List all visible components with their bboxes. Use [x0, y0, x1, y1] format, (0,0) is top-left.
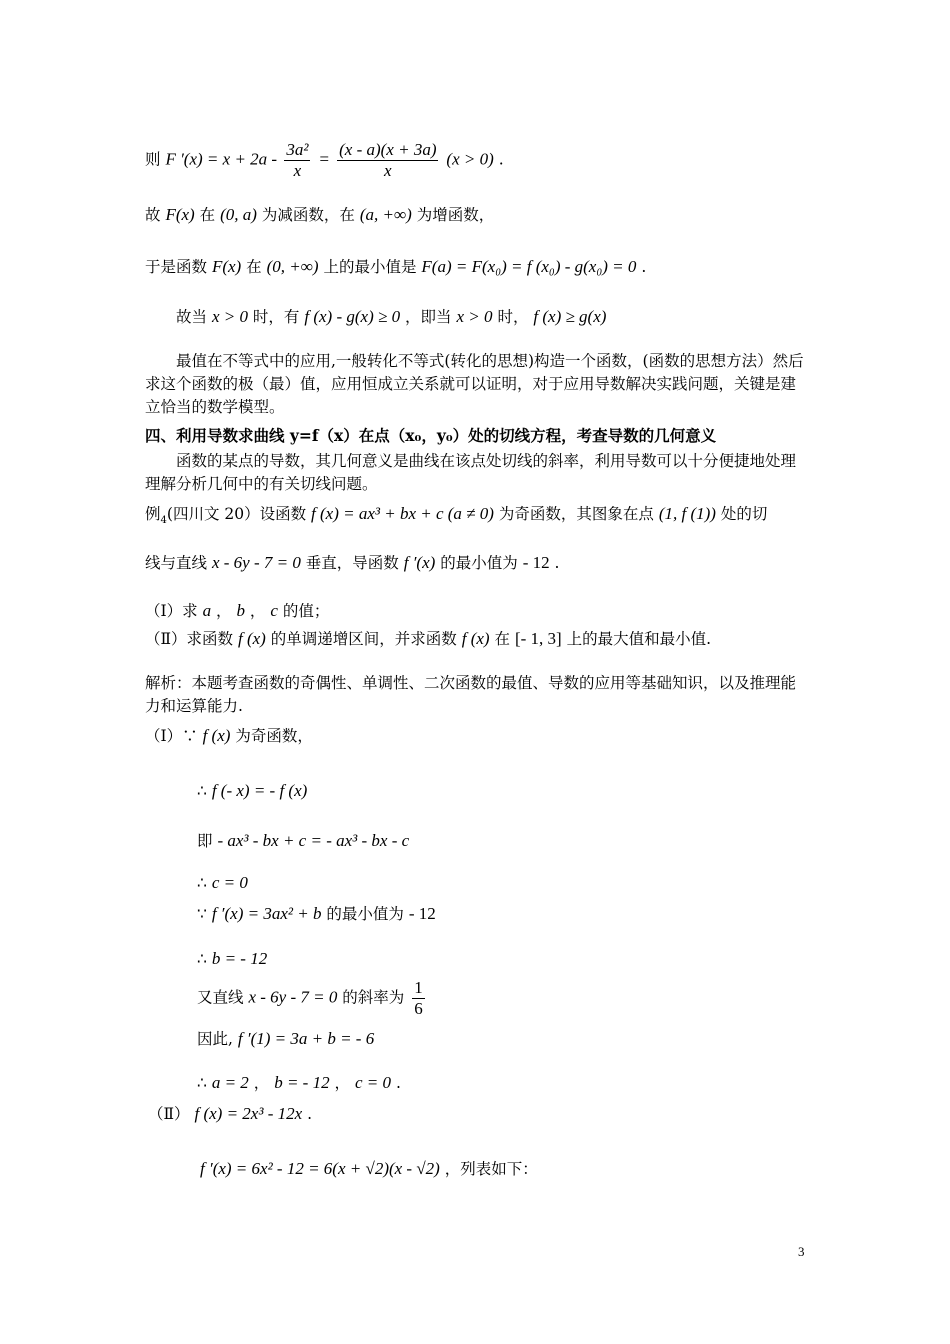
formula: f (x)	[202, 726, 231, 745]
text: 于是函数	[145, 258, 208, 276]
text: 为增函数，	[416, 206, 495, 224]
text: ，列表如下：	[444, 1160, 538, 1178]
solution-step-7	[197, 978, 428, 1019]
formula: f ′(x) = 3ax² + b	[211, 904, 322, 923]
formula: - ax³ - bx + c = - ax³ - bx - c	[217, 831, 410, 850]
formula: (0, a)	[220, 205, 257, 224]
formula: (0, +∞)	[266, 257, 319, 276]
formula: f (x)	[461, 629, 490, 648]
section-heading: 四、利用导数求曲线 y=f（x）在点（x₀，y₀）处的切线方程，考查导数的几何意义	[145, 426, 717, 445]
fraction	[412, 978, 425, 1019]
conclusion-line	[176, 306, 606, 328]
formula: x > 0	[456, 307, 493, 326]
text: .	[498, 150, 504, 169]
text: 上的最小值是	[323, 258, 417, 276]
solution-step-9	[197, 1072, 401, 1094]
text: 时，有	[252, 308, 300, 326]
text: 的斜率为	[342, 988, 405, 1007]
formula: b = - 12	[274, 1073, 330, 1092]
text: ，即当	[405, 308, 452, 326]
text: 在	[494, 630, 511, 648]
question-1	[145, 600, 329, 622]
formula: f (- x) = - f (x)	[211, 781, 308, 800]
text: .	[641, 258, 647, 276]
solution-step-5	[197, 903, 436, 925]
formula: F(a) = F(x₀) = f (x₀) - g(x₀) = 0	[421, 257, 637, 276]
text: 又直线	[197, 988, 244, 1007]
text: ∴	[197, 874, 207, 892]
derivative-line	[145, 140, 504, 181]
formula: b = - 12	[211, 949, 268, 968]
min-value-line	[145, 256, 646, 278]
text: ∴	[197, 950, 207, 968]
solution-step-2	[197, 780, 307, 802]
formula: x - 6y - 7 = 0	[248, 987, 338, 1007]
text: 垂直，导函数	[305, 554, 399, 572]
text: 的值；	[282, 602, 330, 620]
formula: F(x)	[165, 205, 195, 224]
solution-step-10	[148, 1103, 312, 1125]
formula: f (x) - g(x) ≥ 0	[304, 307, 401, 326]
text: 线与直线	[145, 554, 208, 572]
text: ，	[253, 1074, 270, 1092]
formula: c = 0	[211, 873, 248, 892]
text: 例	[145, 505, 161, 523]
text: ，	[216, 602, 232, 620]
formula: b	[236, 601, 245, 620]
text: 4	[160, 515, 167, 527]
denominator: x	[384, 161, 392, 180]
text: 上的最大值和最小值.	[566, 630, 712, 648]
text: 的最小值为	[440, 554, 518, 572]
text: （Ⅰ）∵	[145, 727, 198, 745]
paragraph-summary: 最值在不等式中的应用,一般转化不等式(转化的思想)构造一个函数，(函数的思想方法）然后求这个函数的极（最）值，应用恒成立关系就可以证明，对于应用导数解决实践问题，关键是建立恰当的数学模型。	[145, 352, 804, 416]
text: .	[307, 1105, 313, 1123]
numerator: 1	[414, 978, 423, 997]
text: （Ⅱ）求函数	[145, 630, 234, 648]
formula: f ′(x) = 6x² - 12 = 6(x + √2)(x - √2)	[200, 1159, 440, 1178]
example-line-2	[145, 552, 559, 574]
text: ∴	[197, 1074, 207, 1092]
text: （Ⅰ）求	[145, 602, 198, 620]
formula: (1, f (1))	[658, 504, 716, 523]
denominator: 6	[414, 999, 423, 1018]
text: 为减函数，在	[261, 206, 355, 224]
formula: F(x)	[211, 257, 242, 276]
formula: x > 0	[211, 307, 248, 326]
formula: c = 0	[354, 1073, 391, 1092]
formula: f (x) ≥ g(x)	[533, 307, 607, 326]
fraction	[337, 140, 438, 181]
formula: f ′(1) = 3a + b = - 6	[237, 1029, 375, 1048]
formula: a = 2	[211, 1073, 249, 1092]
formula: [- 1, 3]	[514, 629, 562, 648]
text: 故当	[176, 308, 208, 326]
example-line-1	[145, 503, 767, 532]
formula: F ′(x) = x + 2a -	[165, 149, 282, 169]
formula: (x > 0)	[446, 149, 494, 169]
text: 的最小值为	[326, 905, 404, 923]
solution-step-6	[197, 948, 267, 970]
formula: c	[270, 601, 278, 620]
text: 为奇函数，	[235, 727, 313, 745]
analysis-paragraph: 解析：本题考查函数的奇偶性、单调性、二次函数的最值、导数的应用等基础知识，以及推理能力和运算能力.	[145, 674, 797, 715]
text: 在	[199, 206, 216, 224]
formula: a	[202, 601, 212, 620]
text: (四川文 20）设函数	[166, 505, 307, 523]
text: ，	[249, 602, 266, 620]
text: ∵	[197, 905, 207, 923]
formula: f ′(x)	[403, 553, 436, 572]
text: 即	[197, 832, 213, 850]
formula: f (x) = ax³ + bx + c (a ≠ 0)	[311, 504, 494, 523]
formula: =	[318, 149, 335, 169]
text: 为奇函数，其图象在点	[498, 505, 654, 523]
text: 故	[145, 206, 161, 224]
text: 在	[246, 258, 262, 276]
solution-step-3	[197, 830, 409, 852]
paragraph-intro: 函数的某点的导数，其几何意义是曲线在该点处切线的斜率，利用导数可以十分便捷地处理理解分析几何中的有关切线问题。	[145, 452, 797, 493]
solution-step-8	[197, 1028, 374, 1050]
text: .	[395, 1074, 401, 1092]
solution-step-1	[145, 725, 313, 747]
denominator: x	[293, 161, 302, 180]
solution-step-4	[197, 872, 248, 894]
text: 处的切	[720, 505, 768, 523]
fraction	[284, 140, 310, 181]
formula: f (x)	[237, 629, 266, 648]
monotonic-line	[145, 204, 494, 226]
formula: x - 6y - 7 = 0	[211, 553, 301, 572]
formula: (a, +∞)	[359, 205, 412, 224]
text: ∴	[197, 782, 207, 800]
numerator: (x - a)(x + 3a)	[339, 140, 437, 159]
text: 的单调递增区间，并求函数	[270, 630, 457, 648]
formula: f (x) = 2x³ - 12x	[194, 1104, 303, 1123]
page-number: 3	[798, 1244, 805, 1259]
numerator: 3a²	[286, 140, 309, 159]
text: 时，	[497, 308, 529, 326]
formula: - 12	[408, 904, 436, 923]
text: .	[554, 554, 560, 572]
solution-step-11	[200, 1158, 538, 1180]
text: 则	[145, 150, 161, 169]
question-2	[145, 628, 711, 650]
text: ，	[334, 1074, 351, 1092]
text: （Ⅱ）	[148, 1105, 190, 1123]
text: 因此,	[197, 1030, 233, 1048]
formula: - 12	[522, 553, 550, 572]
